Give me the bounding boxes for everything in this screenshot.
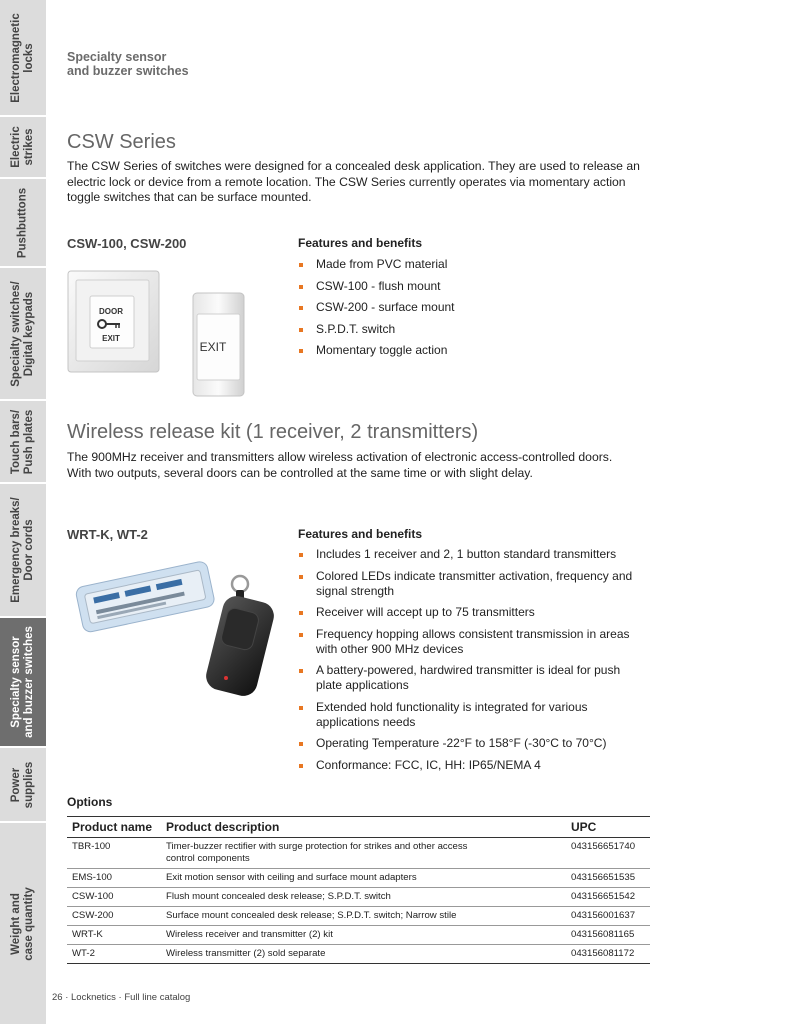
header-product-description: Product description bbox=[161, 817, 566, 838]
wireless-kit-title: Wireless release kit (1 receiver, 2 transmitters) bbox=[67, 421, 479, 443]
category-sidebar bbox=[0, 0, 46, 1024]
cell-product-description: Timer-buzzer rectifier with surge protection for strikes and other access control components bbox=[161, 838, 566, 869]
tab-electric-strikes[interactable] bbox=[0, 117, 46, 179]
table-row bbox=[67, 907, 650, 926]
header-upc: UPC bbox=[566, 817, 650, 838]
tab-label: Specialty switches/ Digital keypads bbox=[10, 280, 35, 387]
transmitter-fob bbox=[203, 576, 274, 699]
wireless-models: WRT-K, WT-2 bbox=[67, 527, 148, 542]
wireless-description: The 900MHz receiver and transmitters allow wireless activation of electronic access-controlled doors. With two outputs, several doors can be controlled at the same time or with slight delay. bbox=[67, 450, 613, 480]
csw-series-title: CSW Series bbox=[67, 131, 176, 153]
table-row bbox=[67, 888, 650, 907]
table-row bbox=[67, 838, 650, 869]
wireless-features-title: Features and benefits bbox=[298, 527, 423, 541]
tab-label: Emergency breaks/ Door cords bbox=[10, 497, 35, 603]
cell-product-description: Wireless receiver and transmitter (2) kit bbox=[161, 926, 566, 945]
cell-product-name: TBR-100 bbox=[67, 838, 161, 869]
wireless-features-list bbox=[298, 547, 648, 779]
feature-item: Extended hold functionality is integrated for various applications needs bbox=[298, 700, 648, 730]
cell-product-name: CSW-200 bbox=[67, 907, 161, 926]
feature-item: S.P.D.T. switch bbox=[298, 322, 648, 337]
feature-item: CSW-100 - flush mount bbox=[298, 279, 648, 294]
table-header-row bbox=[67, 817, 650, 838]
tab-label: Specialty sensor and buzzer switches bbox=[10, 626, 35, 738]
cell-upc: 043156651740 bbox=[566, 838, 650, 869]
switch-text-exit: EXIT bbox=[199, 340, 227, 354]
cell-product-description: Wireless transmitter (2) sold separate bbox=[161, 945, 566, 964]
cell-product-name: WT-2 bbox=[67, 945, 161, 964]
tab-label: Power supplies bbox=[10, 761, 35, 808]
table-row bbox=[67, 926, 650, 945]
tab-specialty-switches[interactable] bbox=[0, 268, 46, 401]
receiver-board bbox=[75, 560, 216, 633]
feature-item: Operating Temperature -22°F to 158°F (-30°C to 70°C) bbox=[298, 736, 648, 751]
csw-product-image bbox=[66, 268, 252, 398]
tab-label: Pushbuttons bbox=[16, 187, 29, 258]
tab-pushbuttons[interactable] bbox=[0, 179, 46, 268]
tab-weight-case-quantity[interactable] bbox=[0, 823, 46, 1024]
feature-item: Momentary toggle action bbox=[298, 343, 648, 358]
table-row bbox=[67, 869, 650, 888]
options-table bbox=[67, 816, 650, 964]
csw-features-list bbox=[298, 257, 648, 365]
csw-models: CSW-100, CSW-200 bbox=[67, 236, 187, 251]
feature-item: Conformance: FCC, IC, HH: IP65/NEMA 4 bbox=[298, 758, 648, 773]
feature-item: Colored LEDs indicate transmitter activation, frequency and signal strength bbox=[298, 569, 648, 599]
cell-upc: 043156081172 bbox=[566, 945, 650, 964]
table-row bbox=[67, 945, 650, 964]
tab-label: Electromagnetic locks bbox=[10, 12, 35, 103]
plate-text-door: DOOR bbox=[99, 307, 123, 316]
cell-product-description: Flush mount concealed desk release; S.P.D.T. switch bbox=[161, 888, 566, 907]
cell-product-description: Surface mount concealed desk release; S.P.D.T. switch; Narrow stile bbox=[161, 907, 566, 926]
csw-description: The CSW Series of switches were designed for a concealed desk application. They are used to release an electric lock or device from a remote location. The CSW Series currently operates via momentary action toggle switches that can be surface mounted. bbox=[67, 159, 640, 204]
feature-item: A battery-powered, hardwired transmitter is ideal for push plate applications bbox=[298, 663, 648, 693]
plate-text-exit: EXIT bbox=[102, 334, 120, 343]
tab-touch-bars[interactable] bbox=[0, 401, 46, 484]
feature-item: Made from PVC material bbox=[298, 257, 648, 272]
tab-label: Weight and case quantity bbox=[10, 886, 35, 961]
cell-product-name: CSW-100 bbox=[67, 888, 161, 907]
feature-item: CSW-200 - surface mount bbox=[298, 300, 648, 315]
cell-product-description: Exit motion sensor with ceiling and surface mount adapters bbox=[161, 869, 566, 888]
tab-label: Touch bars/ Push plates bbox=[10, 409, 35, 474]
feature-item: Frequency hopping allows consistent transmission in areas with other 900 MHz devices bbox=[298, 627, 648, 657]
wireless-product-image bbox=[74, 560, 274, 705]
options-title: Options bbox=[67, 795, 113, 809]
tab-power-supplies[interactable] bbox=[0, 748, 46, 823]
cell-upc: 043156651535 bbox=[566, 869, 650, 888]
cell-upc: 043156651542 bbox=[566, 888, 650, 907]
tab-electromagnetic-locks[interactable] bbox=[0, 0, 46, 117]
cell-upc: 043156081165 bbox=[566, 926, 650, 945]
cell-product-name: EMS-100 bbox=[67, 869, 161, 888]
feature-item: Receiver will accept up to 75 transmitters bbox=[298, 605, 648, 620]
tab-label: Electric strikes bbox=[10, 126, 35, 168]
feature-item: Includes 1 receiver and 2, 1 button standard transmitters bbox=[298, 547, 648, 562]
header-product-name: Product name bbox=[67, 817, 161, 838]
tab-emergency-breaks[interactable] bbox=[0, 484, 46, 618]
csw-features-title: Features and benefits bbox=[298, 236, 423, 250]
cell-upc: 043156001637 bbox=[566, 907, 650, 926]
page-footer: 26 · Locknetics · Full line catalog bbox=[52, 992, 191, 1003]
cell-product-name: WRT-K bbox=[67, 926, 161, 945]
tab-specialty-sensor[interactable] bbox=[0, 618, 46, 748]
section-label: Specialty sensor and buzzer switches bbox=[67, 50, 189, 78]
